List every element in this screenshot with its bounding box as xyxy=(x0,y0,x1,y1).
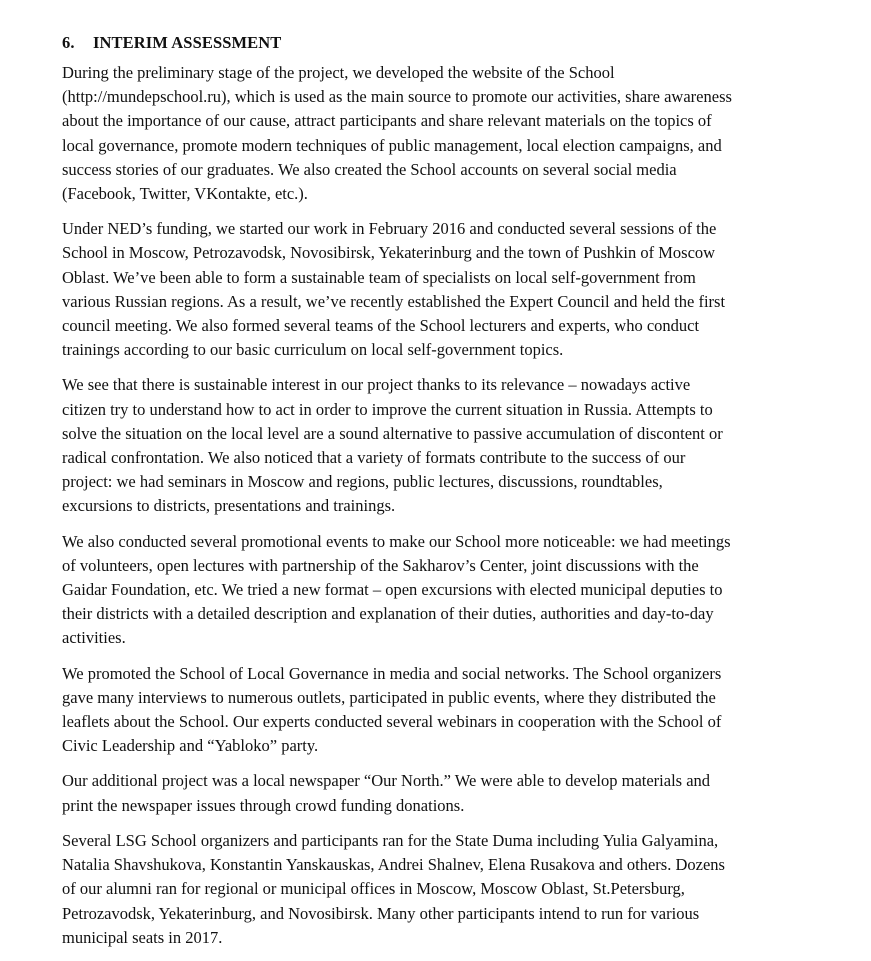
paragraph-line: Civic Leadership and “Yabloko” party. xyxy=(62,736,319,756)
paragraph-line: leaflets about the School. Our experts conducted several webinars in cooperation with the School of xyxy=(62,712,722,732)
paragraph-line: council meeting. We also formed several teams of the School lecturers and experts, who conduct xyxy=(62,316,700,336)
paragraph-line: solve the situation on the local level are a sound alternative to passive accumulation of discontent or xyxy=(62,423,723,443)
paragraph-line: Petrozavodsk, Yekaterinburg, and Novosibirsk. Many other participants intend to run for various xyxy=(62,903,700,923)
paragraph-line: trainings according to our basic curriculum on local self-government topics. xyxy=(62,340,564,360)
paragraph-line: activities. xyxy=(62,628,126,648)
paragraph-5 xyxy=(62,662,862,759)
paragraph-line: local governance, promote modern techniques of public management, local election campaigns, and xyxy=(62,135,722,155)
paragraph-line: municipal seats in 2017. xyxy=(62,927,223,947)
paragraph-line: Oblast. We’ve been able to form a sustainable team of specialists on local self-government from xyxy=(62,267,696,287)
paragraph-2 xyxy=(62,217,862,362)
section-number: 6. xyxy=(62,33,75,52)
paragraph-line: about the importance of our cause, attract participants and share relevant materials on the topics of xyxy=(62,111,712,131)
paragraph-line: We promoted the School of Local Governance in media and social networks. The School organizers xyxy=(62,663,722,683)
paragraph-line: citizen try to understand how to act in order to improve the current situation in Russia. Attempts to xyxy=(62,399,713,419)
section-title: INTERIM ASSESSMENT xyxy=(93,33,282,52)
paragraph-line: (Facebook, Twitter, VKontakte, etc.). xyxy=(62,184,308,204)
paragraph-line: Natalia Shavshukova, Konstantin Yanskauskas, Andrei Shalnev, Elena Rusakova and others. Dozens xyxy=(62,855,725,875)
paragraph-line: excursions to districts, presentations and trainings. xyxy=(62,496,396,516)
paragraph-line: During the preliminary stage of the project, we developed the website of the School xyxy=(62,63,615,82)
section-heading xyxy=(62,31,862,55)
paragraph-line: School in Moscow, Petrozavodsk, Novosibirsk, Yekaterinburg and the town of Pushkin of Moscow xyxy=(62,243,716,263)
section-body xyxy=(62,61,862,950)
paragraph-line: print the newspaper issues through crowd funding donations. xyxy=(62,795,465,815)
paragraph-line: project: we had seminars in Moscow and regions, public lectures, discussions, roundtables, xyxy=(62,472,663,492)
paragraph-line: of volunteers, open lectures with partnership of the Sakharov’s Center, joint discussions with the xyxy=(62,555,699,575)
paragraph-3 xyxy=(62,373,862,518)
paragraph-line: various Russian regions. As a result, we’ve recently established the Expert Council and held the first xyxy=(62,291,726,311)
paragraph-line: Gaidar Foundation, etc. We tried a new format – open excursions with elected municipal deputies to xyxy=(62,580,723,600)
paragraph-line: of our alumni ran for regional or municipal offices in Moscow, Moscow Oblast, St.Petersburg, xyxy=(62,879,685,899)
paragraph-4 xyxy=(62,530,862,651)
paragraph-line: Several LSG School organizers and participants ran for the State Duma including Yulia Galyamina, xyxy=(62,830,719,850)
paragraph-line: (http://mundepschool.ru), which is used as the main source to promote our activities, share awareness xyxy=(62,87,732,107)
paragraph-line: their districts with a detailed description and explanation of their duties, authorities and day-to-day xyxy=(62,604,714,624)
paragraph-line: radical confrontation. We also noticed that a variety of formats contribute to the success of our xyxy=(62,448,686,468)
paragraph-line: Under NED’s funding, we started our work in February 2016 and conducted several sessions of the xyxy=(62,219,717,239)
paragraph-line: Our additional project was a local newspaper “Our North.” We were able to develop materials and xyxy=(62,771,711,791)
paragraph-7 xyxy=(62,829,862,950)
paragraph-line: gave many interviews to numerous outlets, participated in public events, where they distributed the xyxy=(62,687,716,707)
paragraph-6 xyxy=(62,769,862,817)
paragraph-line: We see that there is sustainable interest in our project thanks to its relevance – nowadays active xyxy=(62,375,691,395)
document-page xyxy=(62,31,862,961)
paragraph-line: success stories of our graduates. We also created the School accounts on several social media xyxy=(62,159,677,179)
paragraph-1 xyxy=(62,61,862,206)
paragraph-line: We also conducted several promotional events to make our School more noticeable: we had meetings xyxy=(62,531,731,551)
